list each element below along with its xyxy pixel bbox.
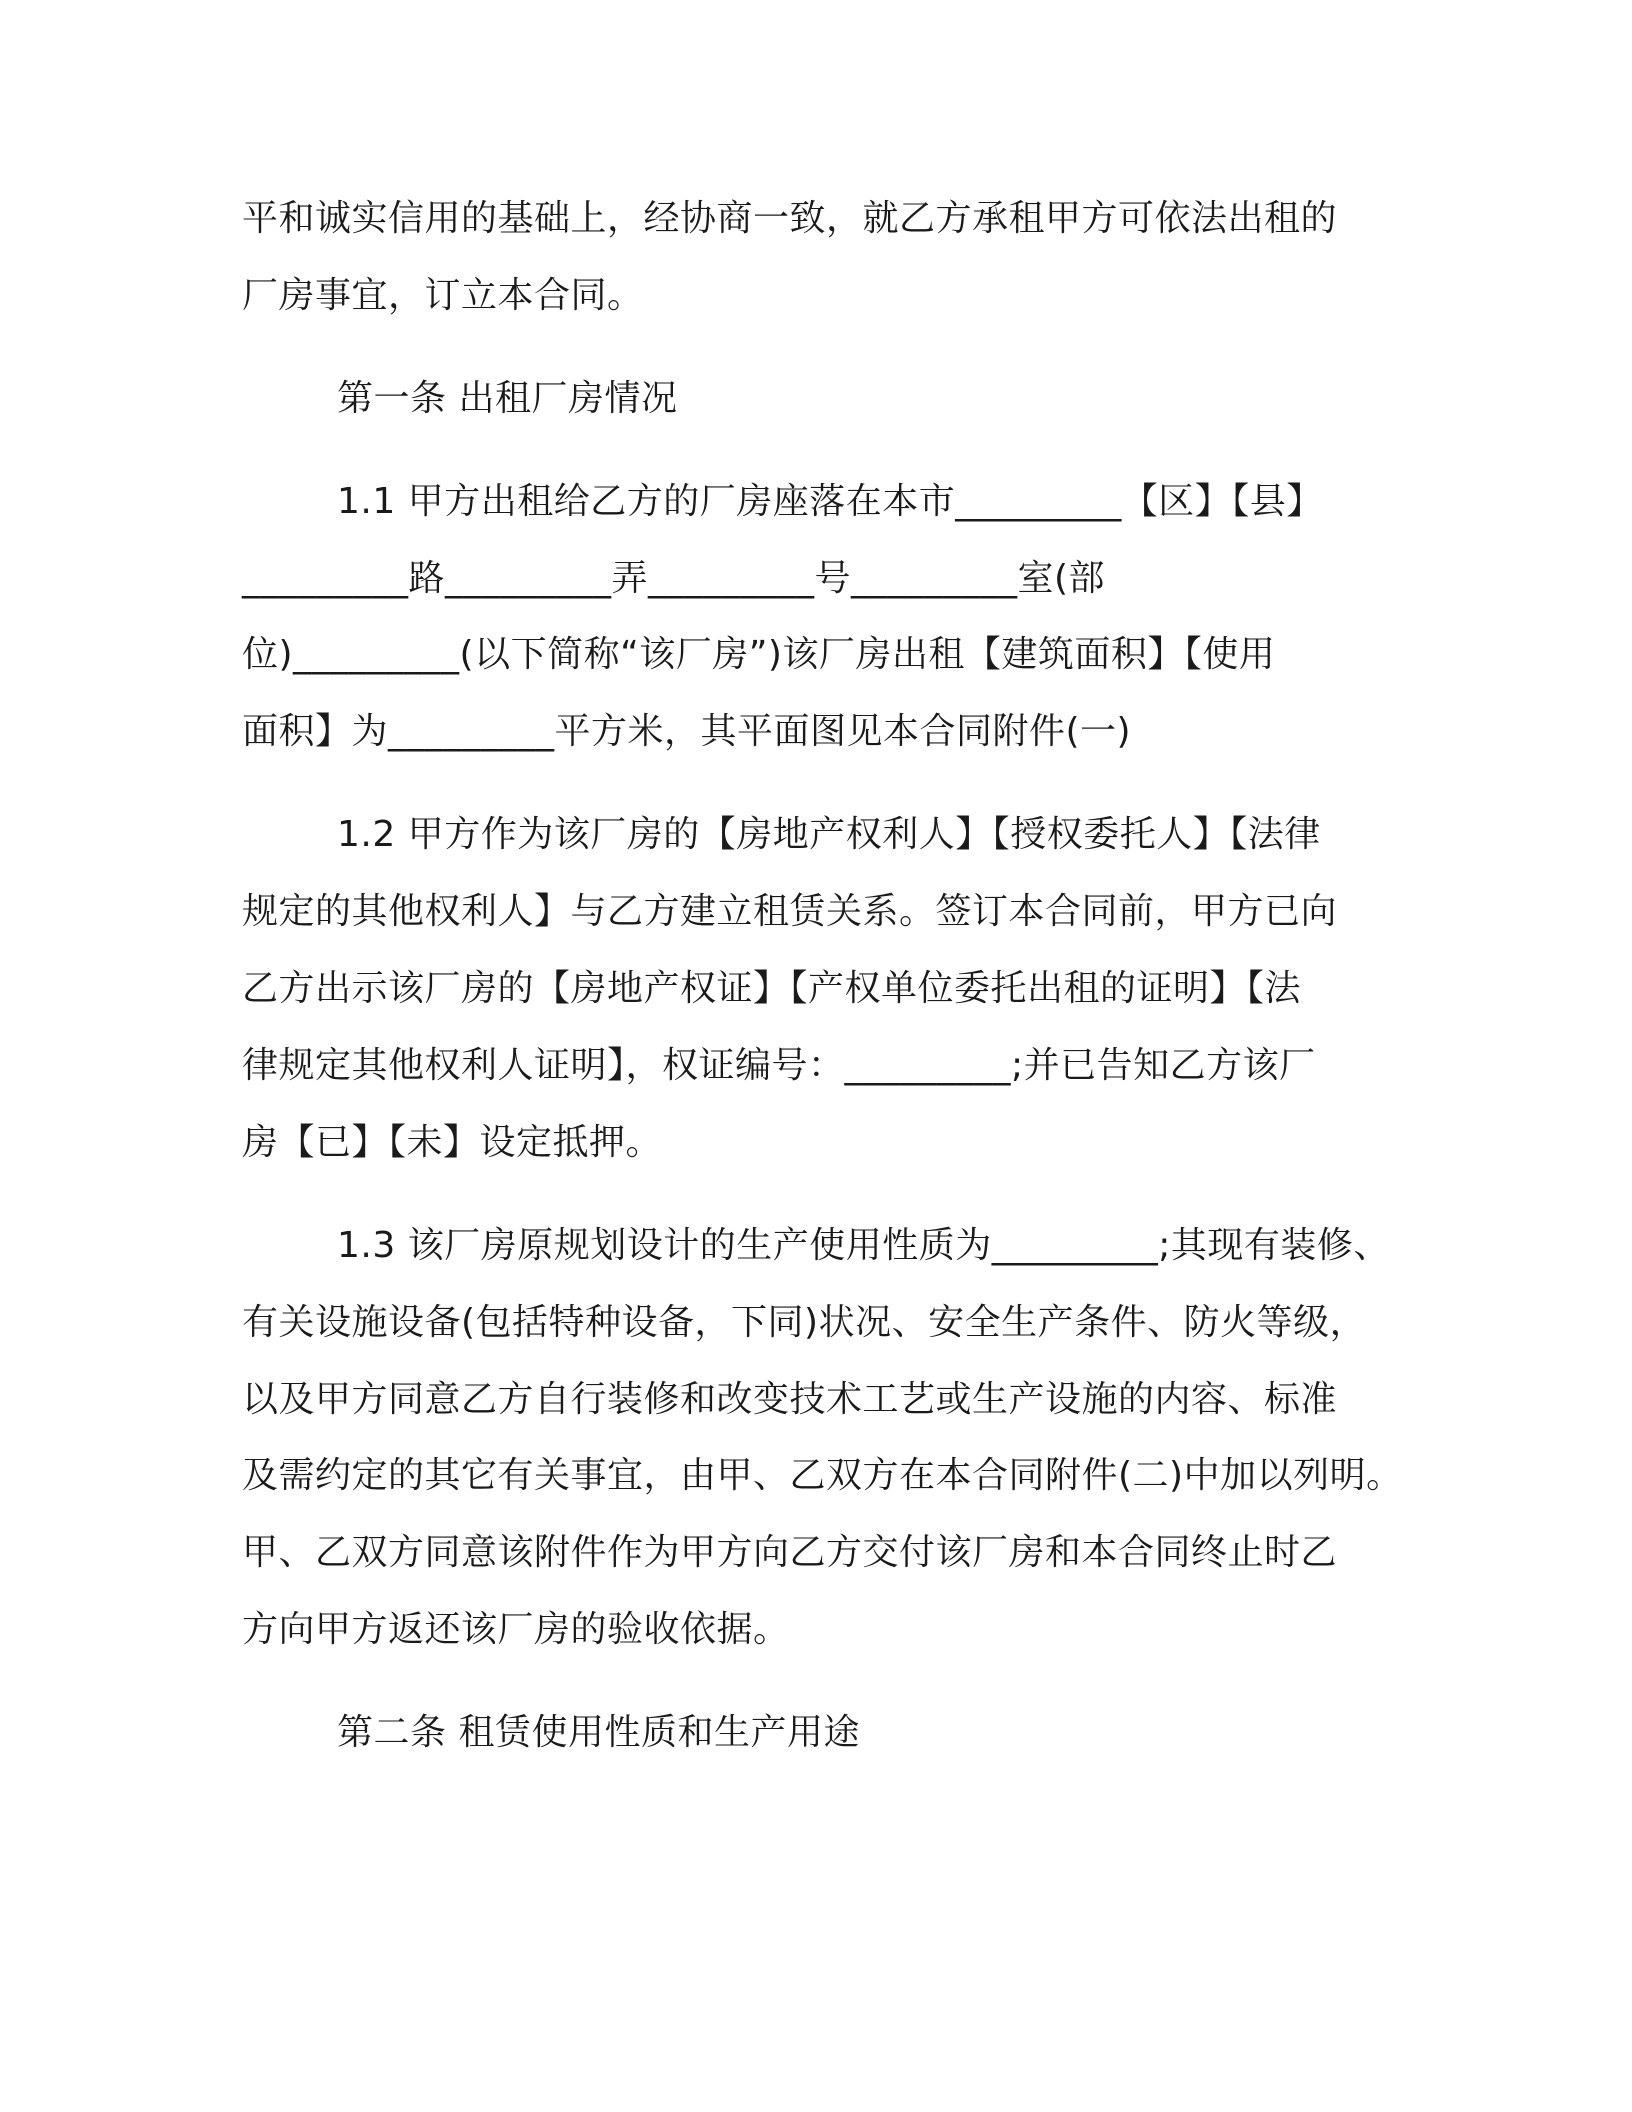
clause-line: 律规定其他权利人证明】，权证编号：_________;并已告知乙方该厂 xyxy=(242,1045,1316,1086)
clause-line: 以及甲方同意乙方自行装修和改变技术工艺或生产设施的内容、标准 xyxy=(242,1379,1338,1420)
section-heading: 第二条 租赁使用性质和生产用途 xyxy=(337,1712,860,1753)
clause-line: 乙方出示该厂房的【房地产权证】【产权单位委托出租的证明】【法 xyxy=(242,968,1302,1009)
clause-line: 1.2 甲方作为该厂房的【房地产权利人】【授权委托人】【法律 xyxy=(337,814,1321,855)
paragraph-line: 厂房事宜，订立本合同。 xyxy=(242,275,644,316)
clause-line: 甲、乙双方同意该附件作为甲方向乙方交付该厂房和本合同终止时乙 xyxy=(242,1532,1338,1573)
clause-line: 位)_________(以下简称“该厂房”)该厂房出租【建筑面积】【使用 xyxy=(242,634,1276,675)
clause-line: 规定的其他权利人】与乙方建立租赁关系。签订本合同前，甲方已向 xyxy=(242,891,1338,932)
paragraph-line: 平和诚实信用的基础上，经协商一致，就乙方承租甲方可依法出租的 xyxy=(242,198,1338,239)
clause-line: 及需约定的其它有关事宜，由甲、乙双方在本合同附件(二)中加以列明。 xyxy=(242,1455,1403,1496)
clause-line: 1.3 该厂房原规划设计的生产使用性质为_________;其现有装修、 xyxy=(337,1225,1390,1266)
clause-line: 房【已】【未】设定抵押。 xyxy=(242,1122,663,1163)
clause-line: 有关设施设备(包括特种设备，下同)状况、安全生产条件、防火等级， xyxy=(242,1302,1367,1343)
clause-line: 面积】为_________平方米，其平面图见本合同附件(一) xyxy=(242,711,1132,752)
section-heading: 第一条 出租厂房情况 xyxy=(337,378,678,419)
clause-line: _________路_________弄_________号_________室(部 xyxy=(242,558,1106,599)
clause-line: 方向甲方返还该厂房的验收依据。 xyxy=(242,1609,790,1650)
clause-line: 1.1 甲方出租给乙方的厂房座落在本市_________【区】【县】 xyxy=(337,481,1323,522)
